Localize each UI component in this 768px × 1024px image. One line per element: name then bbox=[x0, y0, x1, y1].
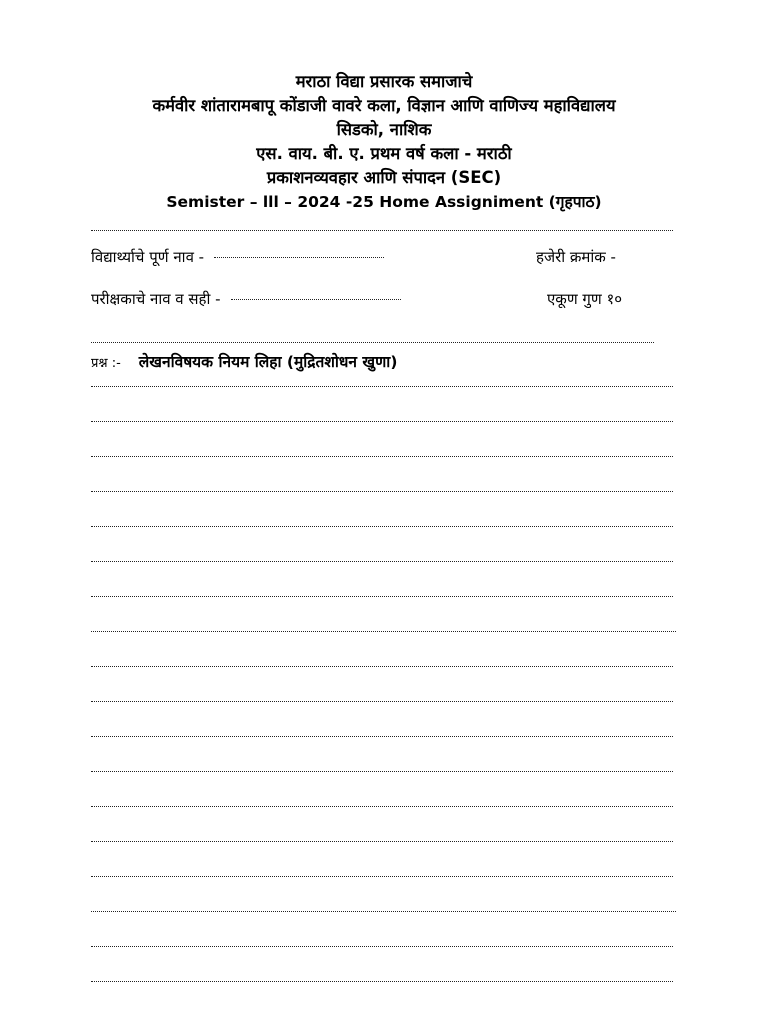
answer-line[interactable] bbox=[91, 701, 673, 702]
examiner-blank[interactable] bbox=[231, 299, 401, 300]
answer-line[interactable] bbox=[91, 561, 673, 562]
answer-line[interactable] bbox=[91, 421, 673, 422]
answer-line[interactable] bbox=[91, 456, 673, 457]
document-header bbox=[0, 70, 768, 214]
answer-line[interactable] bbox=[91, 596, 673, 597]
student-name-field[interactable] bbox=[91, 247, 384, 267]
answer-line[interactable] bbox=[91, 526, 673, 527]
separator-line bbox=[91, 342, 654, 343]
answer-line[interactable] bbox=[91, 911, 676, 912]
assignment-title: Semister – lll – 2024 -25 Home Assigniment (गृहपाठ) bbox=[166, 193, 602, 211]
course-title: प्रकाशनव्यवहार आणि संपादन (SEC) bbox=[266, 168, 502, 187]
roll-number-label: हजेरी क्रमांक - bbox=[536, 248, 616, 266]
answer-line[interactable] bbox=[91, 491, 673, 492]
separator-line bbox=[91, 230, 673, 231]
answer-line[interactable] bbox=[91, 876, 673, 877]
society-name: मराठा विद्या प्रसारक समाजाचे bbox=[295, 72, 473, 91]
college-name: कर्मवीर शांतारामबापू कोंडाजी वावरे कला, विज्ञान आणि वाणिज्य महाविद्यालय bbox=[152, 96, 616, 115]
answer-line[interactable] bbox=[91, 771, 673, 772]
college-location: सिडको, नाशिक bbox=[336, 120, 432, 139]
answer-line[interactable] bbox=[91, 631, 676, 632]
total-marks-label: एकूण गुण १० bbox=[547, 290, 623, 308]
answer-line[interactable] bbox=[91, 666, 673, 667]
class-subject: एस. वाय. बी. ए. प्रथम वर्ष कला - मराठी bbox=[256, 144, 512, 163]
answer-line[interactable] bbox=[91, 841, 673, 842]
question bbox=[91, 350, 397, 372]
answer-line[interactable] bbox=[91, 946, 673, 947]
answer-line[interactable] bbox=[91, 386, 673, 387]
answer-line[interactable] bbox=[91, 981, 673, 982]
student-name-label: विद्यार्थ्याचे पूर्ण नाव - bbox=[91, 248, 205, 266]
question-prefix: प्रश्न :- bbox=[91, 356, 121, 371]
student-name-blank[interactable] bbox=[214, 257, 384, 258]
answer-line[interactable] bbox=[91, 806, 673, 807]
question-text: लेखनविषयक नियम लिहा (मुद्रितशोधन खुणा) bbox=[138, 353, 398, 371]
answer-line[interactable] bbox=[91, 736, 673, 737]
examiner-label: परीक्षकाचे नाव व सही - bbox=[91, 290, 221, 308]
examiner-field[interactable] bbox=[91, 289, 401, 309]
